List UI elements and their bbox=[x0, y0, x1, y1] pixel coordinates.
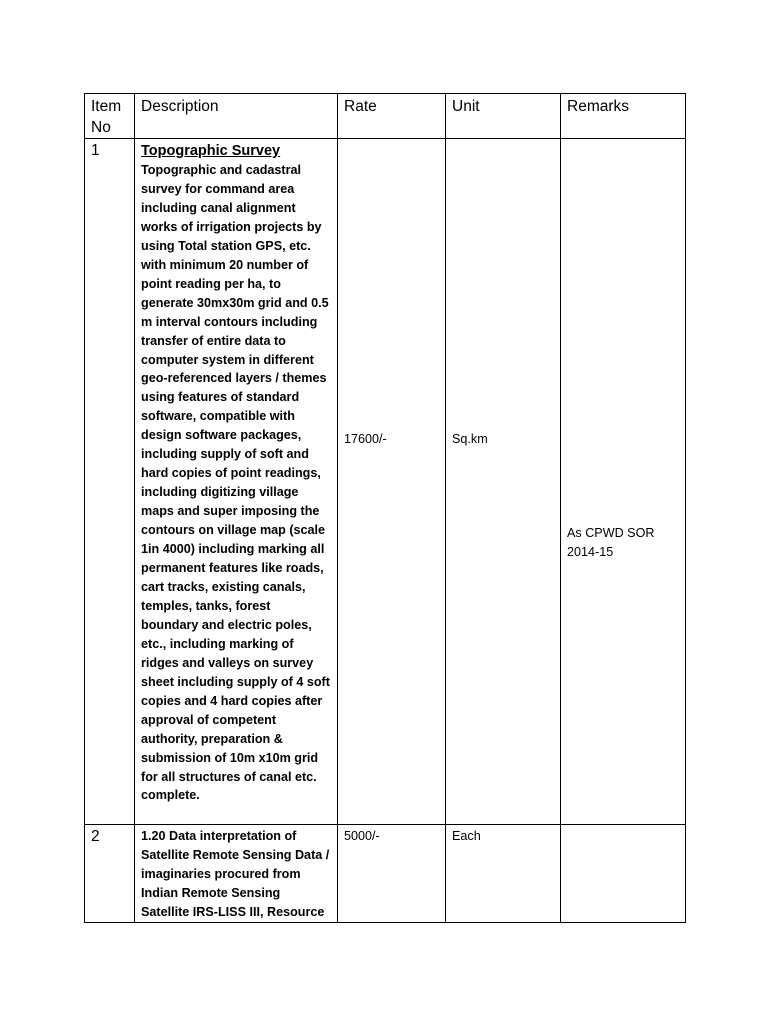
item-description: Topographic and cadastral survey for command area including canal alignment works of irrigation projects by using Total station GPS, etc. with minimum 20 number of point reading per ha, to generate 30mx30m grid and 0.5 m interval contours including transfer of entire data to computer system in different geo-referenced layers / themes using features of standard software, compatible with design software packages, including supply of soft and hard copies of point readings, including digitizing village maps and super imposing the contours on village map (scale 1in 4000) including marking all permanent features like roads, cart tracks, existing canals, temples, tanks, forest boundary and electric poles, etc., including marking of ridges and valleys on survey sheet including supply of 4 soft copies and 4 hard copies after approval of competent authority, preparation & submission of 10m x10m grid for all structures of canal etc. complete. bbox=[141, 163, 330, 803]
rate-table bbox=[84, 93, 686, 923]
item-no-cell: 1 bbox=[85, 139, 135, 825]
header-description: Description bbox=[135, 94, 338, 139]
description-cell bbox=[135, 139, 338, 825]
remarks-value: As CPWD SOR 2014-15 bbox=[567, 526, 655, 559]
item-title: Topographic Survey bbox=[141, 143, 281, 159]
unit-value: Sq.km bbox=[452, 432, 488, 446]
table-row bbox=[85, 139, 686, 825]
unit-value: Each bbox=[446, 825, 561, 923]
table-row bbox=[85, 825, 686, 923]
header-rate: Rate bbox=[338, 94, 446, 139]
rate-cell bbox=[338, 139, 446, 825]
item-description: 1.20 Data interpretation of Satellite Remote Sensing Data / imaginaries procured from Indian Remote Sensing Satellite IRS-LISS III, Resource bbox=[135, 825, 338, 923]
remarks-value bbox=[561, 825, 686, 923]
item-no-cell: 2 bbox=[85, 825, 135, 923]
header-row bbox=[85, 94, 686, 139]
rate-value: 5000/- bbox=[338, 825, 446, 923]
header-unit: Unit bbox=[446, 94, 561, 139]
header-item-no: Item No bbox=[85, 94, 135, 139]
rate-value: 17600/- bbox=[344, 432, 387, 446]
unit-cell bbox=[446, 139, 561, 825]
header-remarks: Remarks bbox=[561, 94, 686, 139]
remarks-cell bbox=[561, 139, 686, 825]
